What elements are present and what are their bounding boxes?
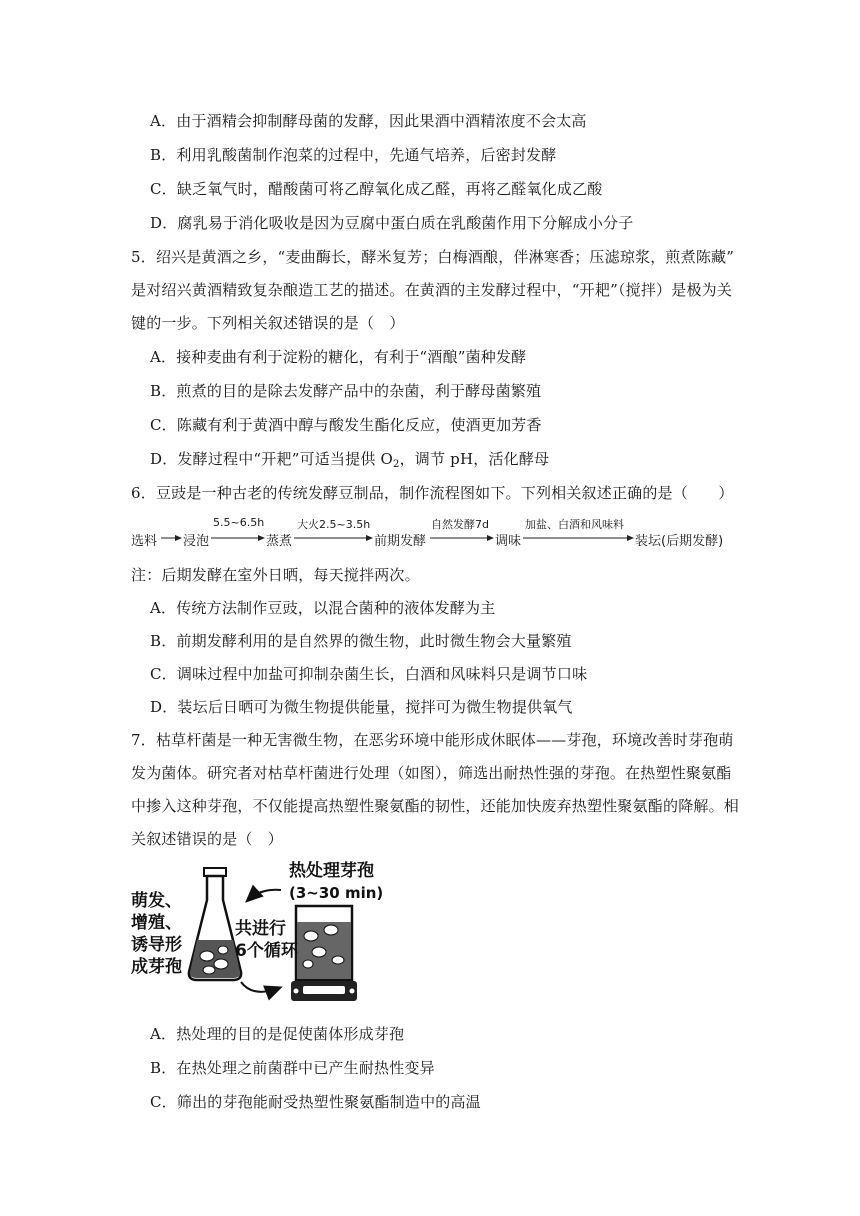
flow-node-1: 选料 <box>131 534 158 549</box>
q7-option-b: B．在热处理之前菌群中已产生耐热性变异 <box>150 1059 435 1077</box>
q4-option-c: C．缺乏氧气时，醋酸菌可将乙醇氧化成乙醛，再将乙醛氧化成乙酸 <box>150 180 603 198</box>
flow-node-5: 调味 <box>495 534 522 549</box>
arrow-to-flask <box>248 890 281 900</box>
q7-stem-line-2: 发为菌体。研究者对枯草杆菌进行处理（如图），筛选出耐热性强的芽孢。在热塑性聚氨酯 <box>131 764 732 782</box>
q6-option-a: A．传统方法制作豆豉，以混合菌种的液体发酵为主 <box>150 599 496 617</box>
flow-node-4: 前期发酵 <box>374 534 427 549</box>
fig-center-text-1: 共进行 <box>235 919 286 939</box>
fig-top-text-1: 热处理芽孢 <box>289 861 374 881</box>
flow-label-1: 5.5~6.5h <box>213 516 265 529</box>
flow-node-2: 浸泡 <box>183 534 210 549</box>
flow-node-3: 蒸煮 <box>266 534 293 549</box>
fig-left-text-3: 诱导形 <box>131 935 182 955</box>
flow-label-4: 加盐、白酒和风味料 <box>525 518 624 531</box>
q7-stem-line-1: 7．枯草杆菌是一种无害微生物，在恶劣环境中能形成休眠体——芽孢，环境改善时芽孢萌 <box>131 731 734 749</box>
q6-option-d: D．装坛后日晒可为微生物提供能量，搅拌可为微生物提供氧气 <box>150 698 573 716</box>
flask-icon <box>189 868 241 980</box>
q6-option-c: C．调味过程中加盐可抑制杂菌生长，白酒和风味料只是调节口味 <box>150 665 588 683</box>
q6-option-b: B．前期发酵利用的是自然界的微生物，此时微生物会大量繁殖 <box>150 632 572 650</box>
q5-option-c: C．陈藏有利于黄酒中醇与酸发生酯化反应，使酒更加芳香 <box>150 416 542 434</box>
flow-label-2: 大火2.5~3.5h <box>297 518 371 531</box>
q7-stem-line-4: 关叙述错误的是（ ） <box>131 830 284 848</box>
q5-option-d-suffix: ，调节 pH，活化酵母 <box>399 450 550 468</box>
q4-option-d: D．腐乳易于消化吸收是因为豆腐中蛋白质在乳酸菌作用下分解成小分子 <box>150 214 634 232</box>
fig-left-text-1: 萌发、 <box>131 891 182 911</box>
fig-left-text-2: 增殖、 <box>131 913 182 933</box>
q5-option-b: B．煎煮的目的是除去发酵产品中的杂菌，利于酵母菌繁殖 <box>150 382 542 400</box>
flow-label-3: 自然发酵7d <box>431 518 489 531</box>
fig-top-text-2: (3~30 min) <box>289 884 384 902</box>
arrow-to-beaker <box>241 982 279 992</box>
q7-figure <box>131 860 391 1010</box>
q7-option-a: A．热处理的目的是促使菌体形成芽孢 <box>150 1025 405 1043</box>
flow-node-6: 装坛(后期发酵) <box>635 534 724 549</box>
q7-option-c: C．筛出的芽孢能耐受热塑性聚氨酯制造中的高温 <box>150 1093 481 1111</box>
q5-option-d-prefix: D．发酵过程中“开耙”可适当提供 O <box>150 450 394 468</box>
q6-note: 注：后期发酵在室外日晒，每天搅拌两次。 <box>131 566 420 584</box>
q5-option-d-subscript: 2 <box>393 459 400 470</box>
q5-stem-line-2: 是对绍兴黄酒精致复杂酿造工艺的描述。在黄酒的主发酵过程中，“开耙”（搅拌）是极为关 <box>131 281 733 299</box>
q4-option-b: B．利用乳酸菌制作泡菜的过程中，先通气培养，后密封发酵 <box>150 146 557 164</box>
beaker-heater-icon <box>291 906 357 1001</box>
q5-stem-line-3: 键的一步。下列相关叙述错误的是（ ） <box>131 314 405 332</box>
q5-option-d <box>150 449 549 469</box>
q4-option-a: A．由于酒精会抑制酵母菌的发酵，因此果酒中酒精浓度不会太高 <box>150 112 587 130</box>
fig-center-text-2: 6个循环 <box>235 941 298 961</box>
fig-left-text-4: 成芽孢 <box>131 957 182 977</box>
q5-option-a: A．接种麦曲有利于淀粉的糖化，有利于“酒酿”菌种发酵 <box>150 348 527 366</box>
q6-stem: 6．豆豉是一种古老的传统发酵豆制品，制作流程图如下。下列相关叙述正确的是（ ） <box>131 484 734 502</box>
q5-stem-line-1: 5．绍兴是黄酒之乡，“麦曲酶长，酵米复芳；白梅酒酿，伴淋寒香；压滤琼浆，煎煮陈藏” <box>131 248 735 266</box>
q6-flow-chart <box>131 516 731 556</box>
q7-stem-line-3: 中掺入这种芽孢，不仅能提高热塑性聚氨酯的韧性，还能加快废弃热塑性聚氨酯的降解。相 <box>131 797 740 815</box>
